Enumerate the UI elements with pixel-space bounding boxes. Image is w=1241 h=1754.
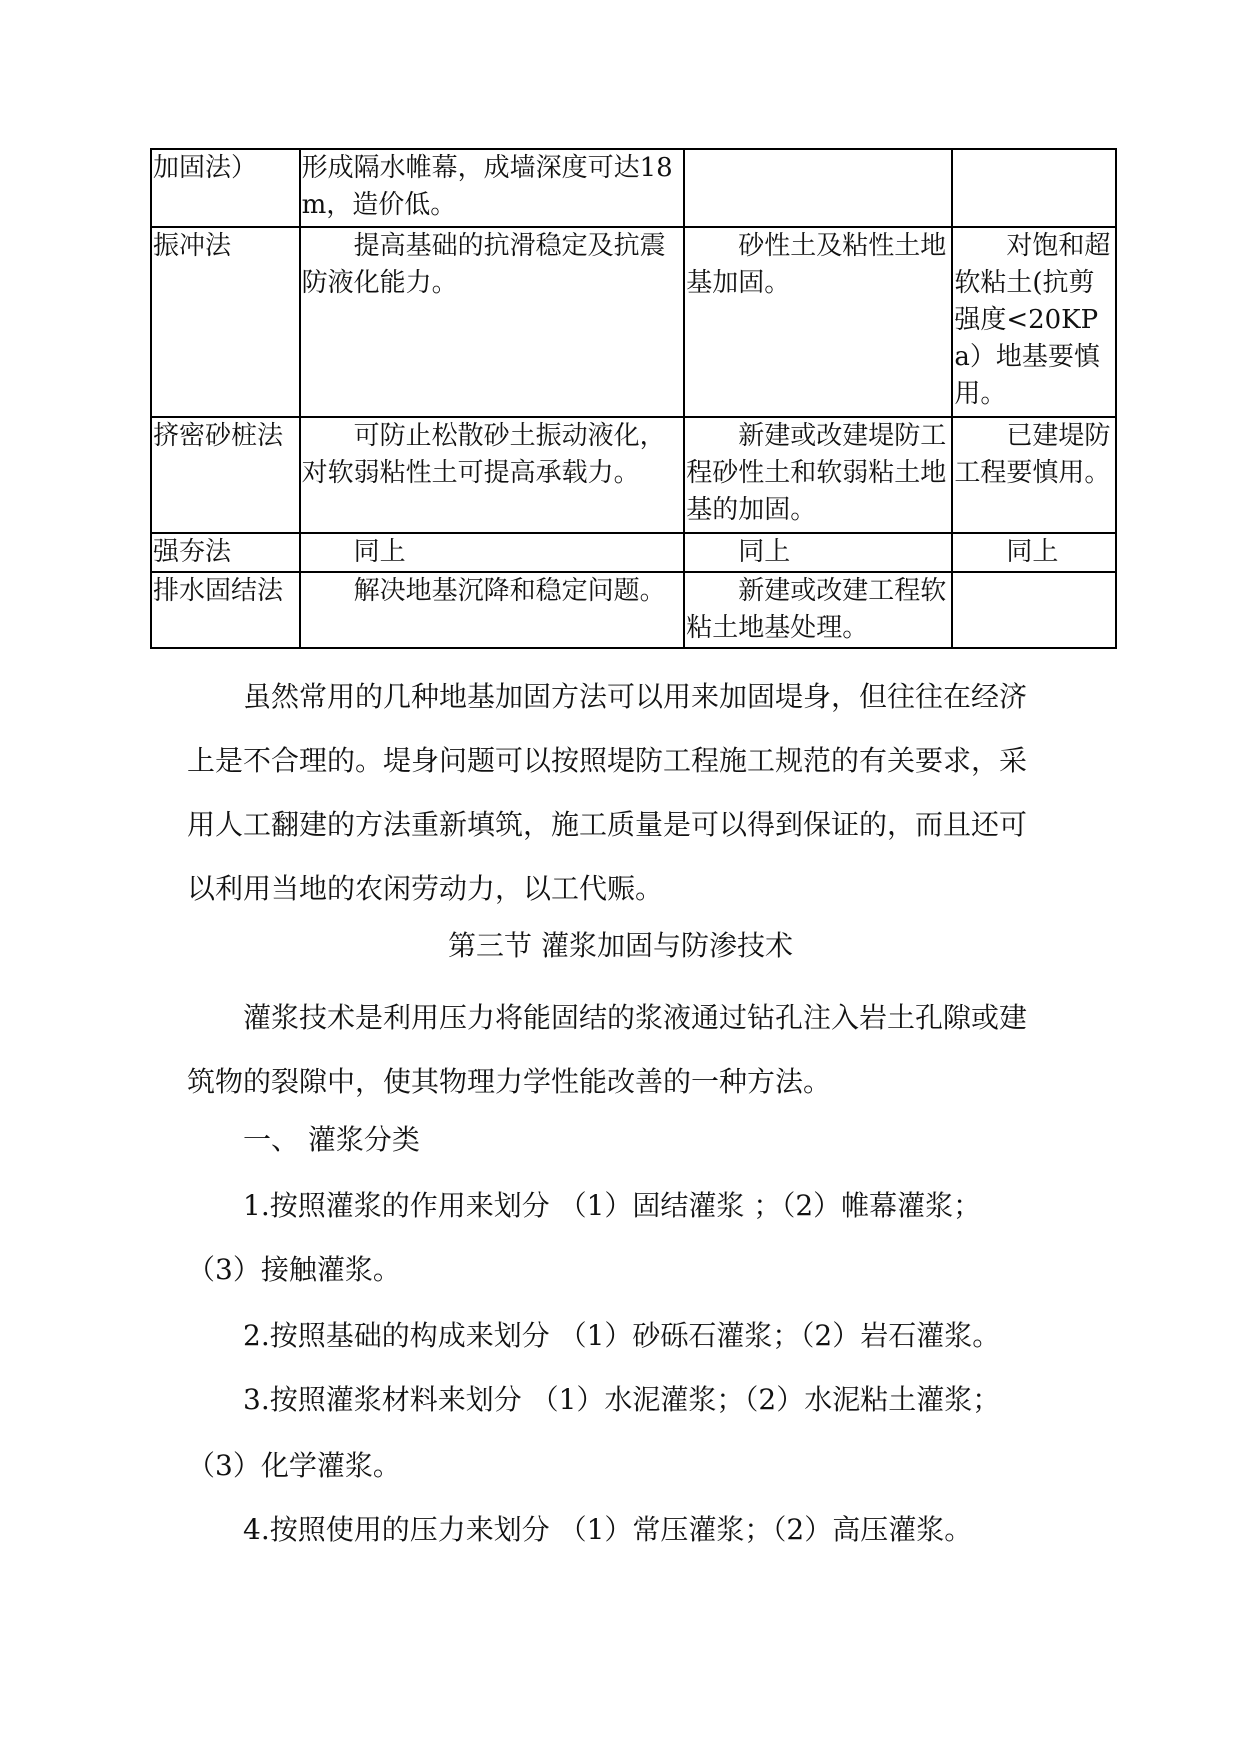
scope-cell — [684, 149, 952, 227]
scope-cell: 砂性土及粘性土地基加固。 — [684, 227, 952, 417]
table-row — [151, 572, 1116, 648]
section-title: 第三节 灌浆加固与防渗技术 — [448, 929, 793, 962]
methods-table — [150, 148, 1117, 649]
body-paragraph: 灌浆技术是利用压力将能固结的浆液通过钻孔注入岩土孔隙或建筑物的裂隙中，使其物理力学性能改善的一种方法。 — [187, 1001, 1028, 1098]
effect-cell: 同上 — [300, 533, 685, 572]
table-row — [151, 149, 1116, 227]
scope-cell: 新建或改建堤防工程砂性土和软弱粘土地基的加固。 — [684, 417, 952, 533]
note-cell: 同上 — [952, 533, 1116, 572]
list-item: （3）化学灌浆。 — [187, 1449, 401, 1482]
method-cell: 排水固结法 — [151, 572, 300, 648]
note-cell — [952, 572, 1116, 648]
effect-cell: 可防止松散砂土振动液化，对软弱粘性土可提高承载力。 — [300, 417, 685, 533]
note-cell: 已建堤防工程要慎用。 — [952, 417, 1116, 533]
subheading: 一、 灌浆分类 — [243, 1123, 420, 1156]
effect-cell: 解决地基沉降和稳定问题。 — [300, 572, 685, 648]
list-item: 4.按照使用的压力来划分 （1）常压灌浆；（2）高压灌浆。 — [243, 1513, 973, 1546]
method-cell: 强夯法 — [151, 533, 300, 572]
scope-cell: 新建或改建工程软粘土地基处理。 — [684, 572, 952, 648]
method-cell: 挤密砂桩法 — [151, 417, 300, 533]
list-item: 2.按照基础的构成来划分 （1）砂砾石灌浆；（2）岩石灌浆。 — [243, 1319, 1001, 1352]
list-item: （3）接触灌浆。 — [187, 1253, 401, 1286]
list-item: 3.按照灌浆材料来划分 （1）水泥灌浆；（2）水泥粘土灌浆； — [243, 1383, 1001, 1416]
table-row — [151, 417, 1116, 533]
note-cell: 对饱和超软粘土(抗剪强度<20KPa）地基要慎用。 — [952, 227, 1116, 417]
effect-cell: 形成隔水帷幕，成墙深度可达18m，造价低。 — [300, 149, 685, 227]
method-cell: 加固法） — [151, 149, 300, 227]
effect-cell: 提高基础的抗滑稳定及抗震防液化能力。 — [300, 227, 685, 417]
method-cell: 振冲法 — [151, 227, 300, 417]
list-item: 1.按照灌浆的作用来划分 （1）固结灌浆 ；（2）帷幕灌浆； — [243, 1189, 982, 1222]
note-cell — [952, 149, 1116, 227]
table-row — [151, 533, 1116, 572]
scope-cell: 同上 — [684, 533, 952, 572]
table-row — [151, 227, 1116, 417]
body-paragraph: 虽然常用的几种地基加固方法可以用来加固堤身，但往往在经济上是不合理的。堤身问题可以按照堤防工程施工规范的有关要求，采用人工翻建的方法重新填筑，施工质量是可以得到保证的，而且还可以利用当地的农闲劳动力，以工代赈。 — [187, 680, 1028, 905]
